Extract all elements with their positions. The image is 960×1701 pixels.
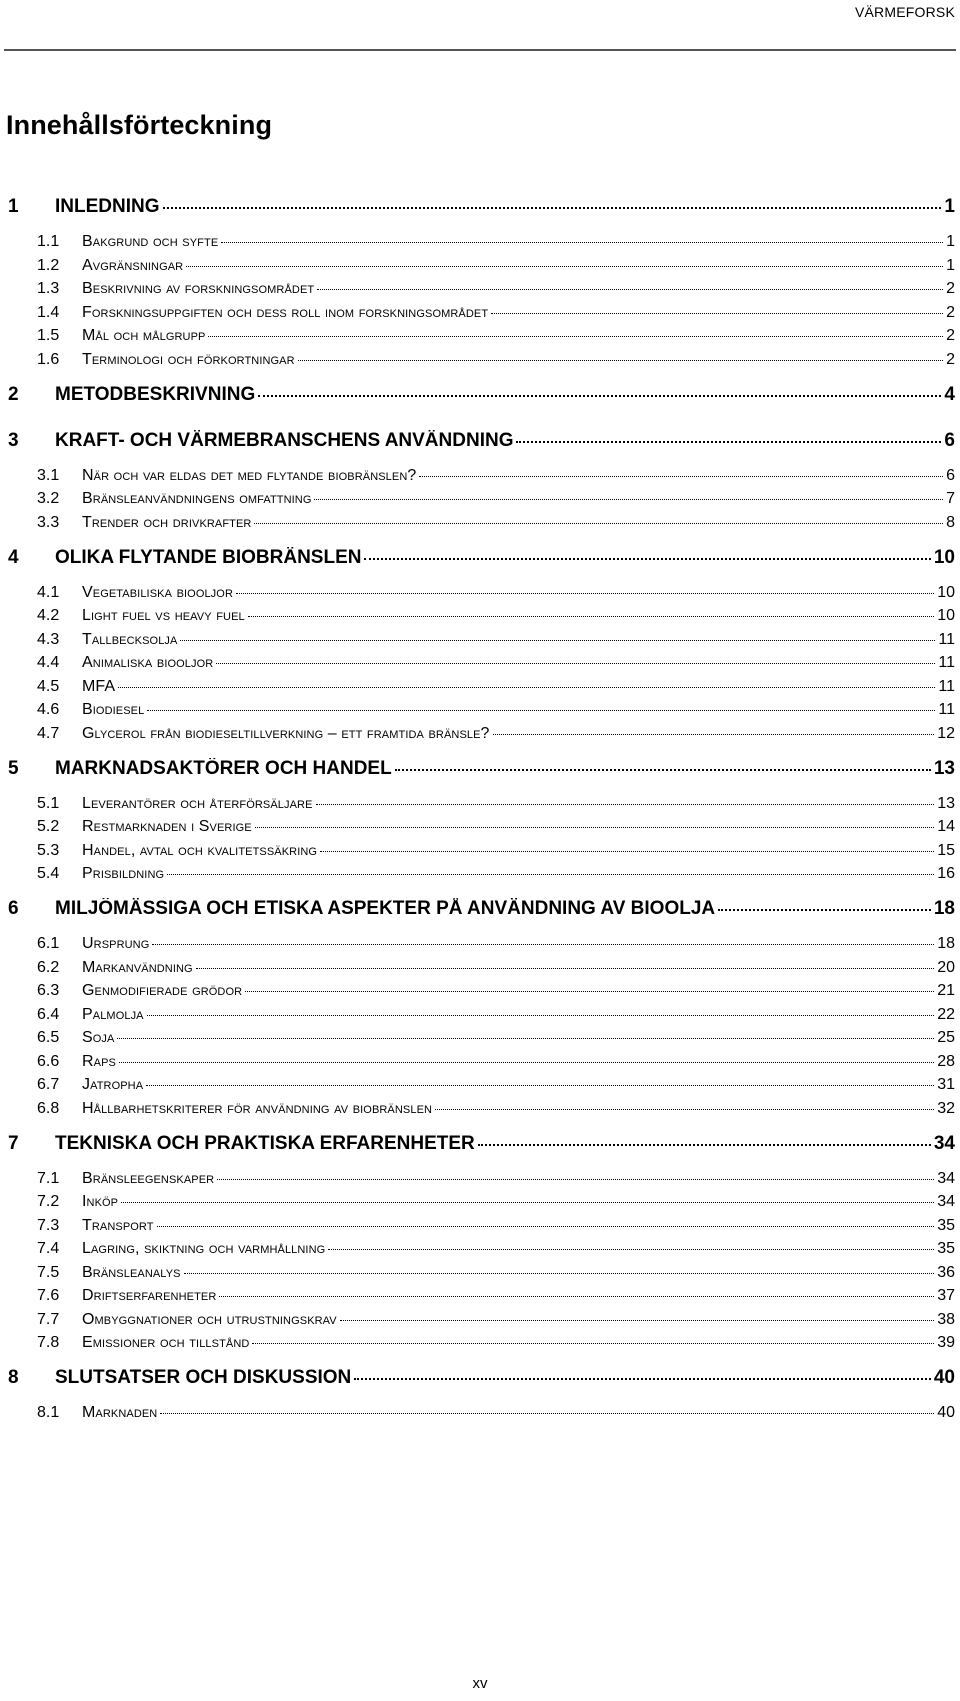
toc-section-entry[interactable] — [37, 842, 955, 860]
toc-section-entry[interactable] — [37, 1264, 955, 1282]
toc-entry-title: Avgränsningar — [82, 256, 184, 274]
dot-leader — [320, 851, 934, 852]
toc-entry-number: 1.2 — [37, 256, 60, 274]
toc-section-entry[interactable] — [37, 327, 955, 345]
toc-section-entry[interactable] — [37, 584, 955, 602]
toc-section-entry[interactable] — [37, 631, 955, 649]
toc-entry-page: 13 — [937, 794, 955, 812]
toc-section-entry[interactable] — [37, 257, 955, 275]
toc-section-entry[interactable] — [37, 607, 955, 625]
toc-entry-number: 5 — [8, 757, 19, 779]
toc-entry-title: Bränsleanalys — [82, 1263, 181, 1281]
toc-entry-number: 1.6 — [37, 350, 60, 368]
toc-entry-page: 31 — [937, 1076, 955, 1093]
dot-leader — [208, 336, 943, 337]
toc-entry-title: Animaliska biooljor — [82, 654, 214, 671]
toc-entry-title: Bränsleanvändningens omfattning — [82, 490, 312, 507]
toc-entry-number: 1.3 — [37, 280, 60, 297]
dot-leader — [117, 1038, 934, 1039]
dot-leader — [147, 1015, 935, 1016]
toc-section-entry[interactable] — [37, 982, 955, 1000]
dot-leader — [258, 395, 941, 397]
dot-leader — [236, 593, 934, 594]
toc-entry-title: SLUTSATSER OCH DISKUSSION — [55, 1367, 352, 1388]
toc-entry-title: MFA — [82, 677, 116, 695]
toc-entry-page: 25 — [937, 1029, 955, 1046]
toc-entry-number: 4.3 — [37, 630, 60, 648]
dot-leader — [364, 558, 930, 560]
toc-entry-title: MILJÖMÄSSIGA OCH ETISKA ASPEKTER PÅ ANVÄNDNING AV BIOOLJA — [55, 898, 716, 919]
toc-entry-title: Leverantörer och återförsäljare — [82, 794, 313, 812]
toc-entry-title: Markanvändning — [82, 958, 193, 976]
toc-entry-number: 1 — [8, 196, 19, 217]
dot-leader — [221, 242, 943, 243]
toc-entry-number: 4.7 — [37, 724, 60, 742]
dot-leader — [119, 1062, 934, 1063]
dot-leader — [157, 1226, 935, 1227]
toc-entry-page: 2 — [946, 280, 955, 297]
toc-entry-title: Inköp — [82, 1193, 119, 1210]
toc-entry-title: Trender och drivkrafter — [82, 513, 252, 531]
toc-section-entry[interactable] — [37, 959, 955, 977]
toc-entry-number: 6 — [8, 898, 19, 919]
toc-entry-page: 8 — [946, 513, 955, 531]
toc-section-entry[interactable] — [37, 1053, 955, 1071]
dot-leader — [340, 1320, 934, 1321]
dot-leader — [419, 476, 943, 477]
toc-entry-title: Restmarknaden i Sverige — [82, 818, 252, 835]
toc-section-entry[interactable] — [37, 490, 955, 508]
dot-leader — [118, 687, 935, 688]
dot-leader — [216, 663, 935, 664]
toc-entry-number: 7.1 — [37, 1169, 60, 1187]
toc-entry-number: 4.6 — [37, 701, 60, 718]
dot-leader — [516, 441, 941, 443]
toc-entry-number: 6.1 — [37, 935, 60, 952]
toc-entry-title: Raps — [82, 1052, 116, 1070]
toc-entry-title: Prisbildning — [82, 865, 165, 882]
toc-entry-number: 4 — [8, 546, 19, 568]
toc-section-entry[interactable] — [37, 1404, 955, 1422]
toc-entry-title: Terminologi och förkortningar — [82, 350, 295, 368]
toc-entry-title: Vegetabiliska biooljor — [82, 583, 233, 601]
dot-leader — [180, 640, 935, 641]
toc-section-entry[interactable] — [37, 514, 955, 532]
toc-entry-title: MARKNADSAKTÖRER OCH HANDEL — [55, 757, 392, 779]
toc-entry-title: Handel, avtal och kvalitetssäkring — [82, 841, 318, 859]
toc-entry-page: 6 — [946, 466, 955, 484]
toc-entry-page: 20 — [937, 958, 955, 976]
toc-entry-page: 34 — [937, 1169, 955, 1187]
dot-leader — [196, 968, 935, 969]
toc-entry-page: 11 — [938, 677, 955, 695]
toc-entry-page: 40 — [933, 1367, 955, 1388]
dot-leader — [395, 769, 931, 771]
toc-chapter-entry[interactable] — [8, 547, 955, 569]
toc-entry-page: 22 — [937, 1005, 955, 1023]
dot-leader — [167, 874, 934, 875]
dot-leader — [718, 909, 931, 911]
toc-entry-title: Soja — [82, 1029, 115, 1046]
toc-entry-page: 39 — [937, 1334, 955, 1351]
toc-entry-page: 1 — [946, 233, 955, 250]
toc-entry-page: 2 — [946, 350, 955, 368]
toc-entry-title: Hållbarhetskriterer för användning av biobränslen — [82, 1099, 433, 1117]
dot-leader — [254, 523, 943, 524]
toc-entry-page: 37 — [937, 1287, 955, 1304]
toc-entry-page: 16 — [937, 865, 955, 882]
toc-entry-number: 4.4 — [37, 654, 60, 671]
dot-leader — [493, 734, 935, 735]
page-number: xv — [472, 1675, 488, 1692]
dot-leader — [184, 1273, 935, 1274]
dot-leader — [186, 266, 943, 267]
toc-entry-number: 7 — [8, 1132, 19, 1154]
toc-section-entry[interactable] — [37, 1193, 955, 1211]
dot-leader — [147, 710, 935, 711]
toc-entry-title: Glycerol från biodieseltillverkning – ett framtida bränsle? — [82, 724, 490, 742]
toc-entry-number: 6.7 — [37, 1076, 60, 1093]
dot-leader — [317, 289, 943, 290]
toc-entry-page: 18 — [933, 898, 955, 919]
dot-leader — [314, 499, 943, 500]
toc-section-entry[interactable] — [37, 935, 955, 953]
toc-section-entry[interactable] — [37, 795, 955, 813]
toc-entry-title: Lagring, skiktning och varmhållning — [82, 1240, 326, 1257]
toc-entry-page: 10 — [937, 607, 955, 624]
toc-chapter-entry[interactable] — [8, 758, 955, 780]
toc-entry-number: 6.2 — [37, 958, 60, 976]
toc-section-entry[interactable] — [37, 1006, 955, 1024]
toc-entry-number: 7.8 — [37, 1334, 60, 1351]
toc-entry-number: 7.5 — [37, 1263, 60, 1281]
toc-entry-title: Genmodifierade grödor — [82, 982, 243, 999]
dot-leader — [478, 1144, 931, 1146]
toc-entry-number: 4.1 — [37, 583, 60, 601]
dot-leader — [152, 944, 934, 945]
toc-entry-number: 7.2 — [37, 1193, 60, 1210]
toc-section-entry[interactable] — [37, 865, 955, 883]
toc-entry-title: Driftserfarenheter — [82, 1287, 217, 1304]
toc-entry-title: Mål och målgrupp — [82, 327, 206, 344]
toc-section-entry[interactable] — [37, 1029, 955, 1047]
toc-entry-title: KRAFT- OCH VÄRMEBRANSCHENS ANVÄNDNING — [55, 429, 514, 451]
toc-entry-page: 1 — [944, 196, 955, 217]
dot-leader — [252, 1343, 934, 1344]
toc-section-entry[interactable] — [37, 280, 955, 298]
toc-entry-number: 7.4 — [37, 1240, 60, 1257]
toc-chapter-entry[interactable] — [8, 430, 955, 452]
toc-entry-title: När och var eldas det med flytande biobränslen? — [82, 466, 417, 484]
dot-leader — [435, 1109, 934, 1110]
dot-leader — [354, 1378, 931, 1380]
toc-entry-page: 14 — [937, 818, 955, 835]
toc-entry-page: 12 — [937, 724, 955, 742]
toc-entry-number: 2 — [8, 383, 19, 405]
header-divider — [4, 49, 956, 51]
toc-entry-number: 1.1 — [37, 233, 60, 250]
toc-entry-number: 6.8 — [37, 1099, 60, 1117]
toc-entry-number: 6.6 — [37, 1052, 60, 1070]
toc-section-entry[interactable] — [37, 1076, 955, 1094]
dot-leader — [491, 313, 943, 314]
toc-section-entry[interactable] — [37, 467, 955, 485]
toc-section-entry[interactable] — [37, 1217, 955, 1235]
toc-entry-title: Transport — [82, 1216, 154, 1234]
toc-entry-title: Ursprung — [82, 935, 150, 952]
toc-section-entry[interactable] — [37, 818, 955, 836]
dot-leader — [248, 616, 934, 617]
toc-entry-page: 36 — [937, 1263, 955, 1281]
toc-entry-title: Beskrivning av forskningsområdet — [82, 280, 315, 297]
toc-section-entry[interactable] — [37, 1287, 955, 1305]
dot-leader — [121, 1202, 934, 1203]
running-header: VÄRMEFORSK — [854, 4, 955, 20]
dot-leader — [245, 991, 934, 992]
toc-entry-number: 5.3 — [37, 841, 60, 859]
toc-entry-number: 8 — [8, 1367, 19, 1388]
dot-leader — [255, 827, 934, 828]
dot-leader — [160, 1413, 934, 1414]
dot-leader — [146, 1085, 934, 1086]
toc-section-entry[interactable] — [37, 678, 955, 696]
toc-section-entry[interactable] — [37, 233, 955, 251]
toc-entry-title: Ombyggnationer och utrustningskrav — [82, 1310, 337, 1328]
toc-section-entry[interactable] — [37, 1170, 955, 1188]
toc-entry-number: 8.1 — [37, 1404, 60, 1421]
toc-entry-title: Forskningsuppgiften och dess roll inom forskningsområdet — [82, 303, 489, 321]
dot-leader — [163, 207, 942, 209]
toc-section-entry[interactable] — [37, 725, 955, 743]
dot-leader — [298, 360, 943, 361]
toc-section-entry[interactable] — [37, 1240, 955, 1258]
toc-entry-title: Palmolja — [82, 1005, 144, 1023]
toc-entry-number: 6.4 — [37, 1005, 60, 1023]
toc-entry-page: 10 — [933, 546, 955, 568]
toc-entry-title: METODBESKRIVNING — [55, 383, 256, 405]
toc-entry-page: 2 — [946, 303, 955, 321]
toc-section-entry[interactable] — [37, 351, 955, 369]
toc-entry-number: 3.3 — [37, 513, 60, 531]
toc-entry-page: 11 — [938, 701, 955, 718]
toc-entry-number: 3.2 — [37, 490, 60, 507]
toc-entry-number: 7.6 — [37, 1287, 60, 1304]
toc-entry-title: TEKNISKA OCH PRAKTISKA ERFARENHETER — [55, 1132, 475, 1154]
dot-leader — [219, 1296, 934, 1297]
toc-entry-page: 4 — [944, 383, 955, 405]
toc-entry-page: 10 — [937, 583, 955, 601]
toc-entry-title: Jatropha — [82, 1076, 144, 1093]
toc-chapter-entry[interactable] — [8, 196, 955, 218]
toc-entry-number: 5.4 — [37, 865, 60, 882]
dot-leader — [316, 804, 935, 805]
toc-entry-page: 7 — [946, 490, 955, 507]
toc-section-entry[interactable] — [37, 1334, 955, 1352]
toc-entry-page: 21 — [937, 982, 955, 999]
toc-entry-page: 32 — [937, 1099, 955, 1117]
toc-entry-title: Light fuel vs heavy fuel — [82, 607, 245, 624]
toc-entry-number: 3 — [8, 429, 19, 451]
toc-chapter-entry[interactable] — [8, 898, 955, 920]
toc-chapter-entry[interactable] — [8, 384, 955, 406]
toc-entry-page: 38 — [937, 1310, 955, 1328]
toc-entry-number: 4.5 — [37, 677, 60, 695]
toc-entry-number: 5.2 — [37, 818, 60, 835]
toc-entry-number: 6.5 — [37, 1029, 60, 1046]
toc-entry-title: Tallbecksolja — [82, 630, 178, 648]
toc-entry-page: 35 — [937, 1240, 955, 1257]
toc-entry-title: INLEDNING — [55, 196, 160, 217]
toc-entry-page: 11 — [938, 654, 955, 671]
toc-section-entry[interactable] — [37, 654, 955, 672]
toc-entry-title: Bränsleegenskaper — [82, 1169, 215, 1187]
toc-entry-page: 13 — [933, 757, 955, 779]
toc-entry-number: 1.5 — [37, 327, 60, 344]
toc-chapter-entry[interactable] — [8, 1367, 955, 1389]
toc-entry-page: 6 — [944, 429, 955, 451]
dot-leader — [328, 1249, 934, 1250]
toc-entry-number: 7.7 — [37, 1310, 60, 1328]
toc-entry-page: 15 — [937, 841, 955, 859]
toc-entry-number: 6.3 — [37, 982, 60, 999]
toc-entry-page: 40 — [937, 1404, 955, 1421]
toc-entry-page: 34 — [937, 1193, 955, 1210]
toc-entry-title: OLIKA FLYTANDE BIOBRÄNSLEN — [55, 546, 362, 568]
toc-entry-title: Marknaden — [82, 1404, 158, 1421]
toc-entry-page: 18 — [937, 935, 955, 952]
toc-entry-page: 35 — [937, 1216, 955, 1234]
toc-entry-page: 2 — [946, 327, 955, 344]
toc-entry-page: 11 — [938, 630, 955, 648]
toc-entry-page: 1 — [946, 256, 955, 274]
toc-entry-number: 7.3 — [37, 1216, 60, 1234]
toc-entry-number: 5.1 — [37, 794, 60, 812]
toc-section-entry[interactable] — [37, 1311, 955, 1329]
toc-entry-number: 1.4 — [37, 303, 60, 321]
toc-entry-page: 28 — [937, 1052, 955, 1070]
toc-entry-title: Biodiesel — [82, 701, 145, 718]
toc-section-entry[interactable] — [37, 304, 955, 322]
toc-section-entry[interactable] — [37, 701, 955, 719]
toc-entry-title: Emissioner och tillstånd — [82, 1334, 250, 1351]
dot-leader — [217, 1179, 934, 1180]
toc-entry-number: 3.1 — [37, 466, 60, 484]
page-title: Innehållsförteckning — [6, 110, 273, 140]
toc-chapter-entry[interactable] — [8, 1133, 955, 1155]
toc-section-entry[interactable] — [37, 1100, 955, 1118]
toc-entry-title: Bakgrund och syfte — [82, 233, 219, 250]
toc-entry-number: 4.2 — [37, 607, 60, 624]
toc-entry-page: 34 — [933, 1132, 955, 1154]
